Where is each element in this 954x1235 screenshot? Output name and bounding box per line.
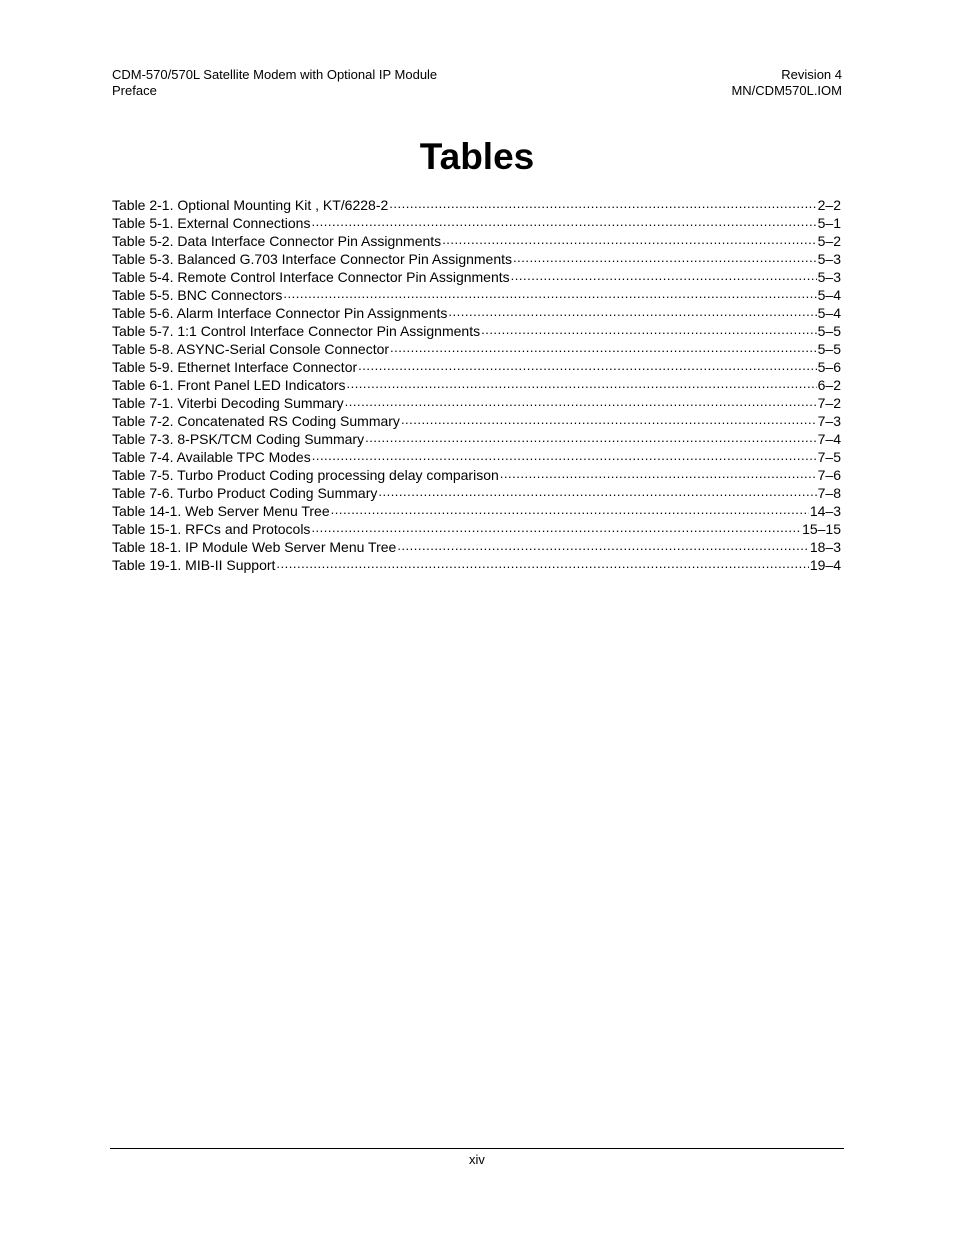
toc-entry-page: 5–5 bbox=[817, 323, 841, 339]
toc-entry-label: Table 5-4. Remote Control Interface Connector Pin Assignments bbox=[112, 269, 510, 285]
toc-entry[interactable] bbox=[112, 286, 841, 304]
toc-entry-label: Table 5-6. Alarm Interface Connector Pin Assignments bbox=[112, 305, 448, 321]
toc-entry-label: Table 5-1. External Connections bbox=[112, 215, 311, 231]
dot-leader bbox=[283, 286, 816, 300]
toc-entry-page: 5–3 bbox=[817, 251, 841, 267]
dot-leader bbox=[358, 358, 816, 372]
dot-leader bbox=[345, 394, 817, 408]
toc-entry[interactable] bbox=[112, 250, 841, 268]
dot-leader bbox=[311, 214, 816, 228]
toc-entry-label: Table 7-6. Turbo Product Coding Summary bbox=[112, 485, 378, 501]
toc-entry[interactable] bbox=[112, 430, 841, 448]
doc-number: MN/CDM570L.IOM bbox=[731, 83, 842, 98]
toc-entry-page: 5–2 bbox=[817, 233, 841, 249]
dot-leader bbox=[448, 304, 816, 318]
toc-entry-page: 15–15 bbox=[802, 521, 841, 537]
header-right bbox=[731, 67, 842, 99]
toc-entry[interactable] bbox=[112, 538, 841, 556]
dot-leader bbox=[378, 484, 816, 498]
toc-entry[interactable] bbox=[112, 340, 841, 358]
toc-entry-label: Table 19-1. MIB-II Support bbox=[112, 557, 276, 573]
toc-entry-page: 7–3 bbox=[817, 413, 841, 429]
dot-leader bbox=[397, 538, 809, 552]
toc-entry[interactable] bbox=[112, 412, 841, 430]
toc-entry[interactable] bbox=[112, 556, 841, 574]
toc-entry-label: Table 5-9. Ethernet Interface Connector bbox=[112, 359, 358, 375]
toc-entry-label: Table 6-1. Front Panel LED Indicators bbox=[112, 377, 346, 393]
toc-entry-label: Table 5-3. Balanced G.703 Interface Connector Pin Assignments bbox=[112, 251, 513, 267]
toc-entry-page: 5–4 bbox=[817, 305, 841, 321]
dot-leader bbox=[311, 520, 801, 534]
toc-entry-page: 7–6 bbox=[817, 467, 841, 483]
toc-entry-label: Table 5-8. ASYNC-Serial Console Connector bbox=[112, 341, 390, 357]
toc-entry-label: Table 7-5. Turbo Product Coding processing delay comparison bbox=[112, 467, 499, 483]
toc-entry-label: Table 5-2. Data Interface Connector Pin Assignments bbox=[112, 233, 442, 249]
toc-entry-page: 7–2 bbox=[817, 395, 841, 411]
dot-leader bbox=[390, 340, 817, 354]
toc-entry[interactable] bbox=[112, 394, 841, 412]
dot-leader bbox=[442, 232, 816, 246]
toc-entry-label: Table 7-4. Available TPC Modes bbox=[112, 449, 311, 465]
header-left bbox=[112, 67, 437, 99]
toc-entry[interactable] bbox=[112, 232, 841, 250]
toc-entry-label: Table 5-7. 1:1 Control Interface Connector Pin Assignments bbox=[112, 323, 481, 339]
page-title: Tables bbox=[419, 136, 535, 177]
toc-entry-label: Table 7-3. 8-PSK/TCM Coding Summary bbox=[112, 431, 365, 447]
toc-entry[interactable] bbox=[112, 268, 841, 286]
footer-divider bbox=[110, 1148, 844, 1149]
dot-leader bbox=[276, 556, 808, 570]
toc-entry-page: 14–3 bbox=[809, 503, 841, 519]
toc-entry-page: 5–5 bbox=[817, 341, 841, 357]
toc-entry-page: 5–3 bbox=[817, 269, 841, 285]
dot-leader bbox=[481, 322, 817, 336]
toc-entry-label: Table 2-1. Optional Mounting Kit , KT/6228-2 bbox=[112, 197, 389, 213]
revision: Revision 4 bbox=[781, 67, 842, 82]
dot-leader bbox=[513, 250, 817, 264]
toc-entry-label: Table 5-5. BNC Connectors bbox=[112, 287, 283, 303]
toc-entry-label: Table 7-1. Viterbi Decoding Summary bbox=[112, 395, 344, 411]
dot-leader bbox=[346, 376, 816, 390]
dot-leader bbox=[331, 502, 809, 516]
toc-entry-page: 7–4 bbox=[817, 431, 841, 447]
toc-entry[interactable] bbox=[112, 214, 841, 232]
toc-entry[interactable] bbox=[112, 502, 841, 520]
dot-leader bbox=[500, 466, 817, 480]
toc-entry[interactable] bbox=[112, 196, 841, 214]
toc-entry-label: Table 15-1. RFCs and Protocols bbox=[112, 521, 311, 537]
toc-entry-label: Table 18-1. IP Module Web Server Menu Tree bbox=[112, 539, 397, 555]
toc-entry[interactable] bbox=[112, 448, 841, 466]
toc-entry-label: Table 7-2. Concatenated RS Coding Summary bbox=[112, 413, 400, 429]
toc-entry-page: 19–4 bbox=[809, 557, 841, 573]
toc-entry[interactable] bbox=[112, 520, 841, 538]
toc-entry-page: 5–6 bbox=[817, 359, 841, 375]
toc-entry[interactable] bbox=[112, 484, 841, 502]
toc-entry[interactable] bbox=[112, 358, 841, 376]
dot-leader bbox=[365, 430, 817, 444]
toc-entry[interactable] bbox=[112, 322, 841, 340]
doc-title: CDM-570/570L Satellite Modem with Optional IP Module bbox=[112, 67, 438, 82]
toc-entry-page: 7–5 bbox=[817, 449, 841, 465]
toc-entry-page: 7–8 bbox=[817, 485, 841, 501]
section-name: Preface bbox=[112, 83, 157, 98]
toc-entry[interactable] bbox=[112, 466, 841, 484]
table-of-tables bbox=[112, 196, 841, 574]
toc-entry-page: 2–2 bbox=[817, 197, 841, 213]
dot-leader bbox=[389, 196, 816, 210]
toc-entry-page: 5–1 bbox=[817, 215, 841, 231]
toc-entry-page: 6–2 bbox=[817, 377, 841, 393]
toc-entry-page: 18–3 bbox=[809, 539, 841, 555]
footer-page-number: xiv bbox=[469, 1152, 485, 1167]
toc-entry-page: 5–4 bbox=[817, 287, 841, 303]
dot-leader bbox=[511, 268, 817, 282]
toc-entry-label: Table 14-1. Web Server Menu Tree bbox=[112, 503, 330, 519]
toc-entry[interactable] bbox=[112, 376, 841, 394]
dot-leader bbox=[312, 448, 817, 462]
toc-entry[interactable] bbox=[112, 304, 841, 322]
dot-leader bbox=[401, 412, 817, 426]
